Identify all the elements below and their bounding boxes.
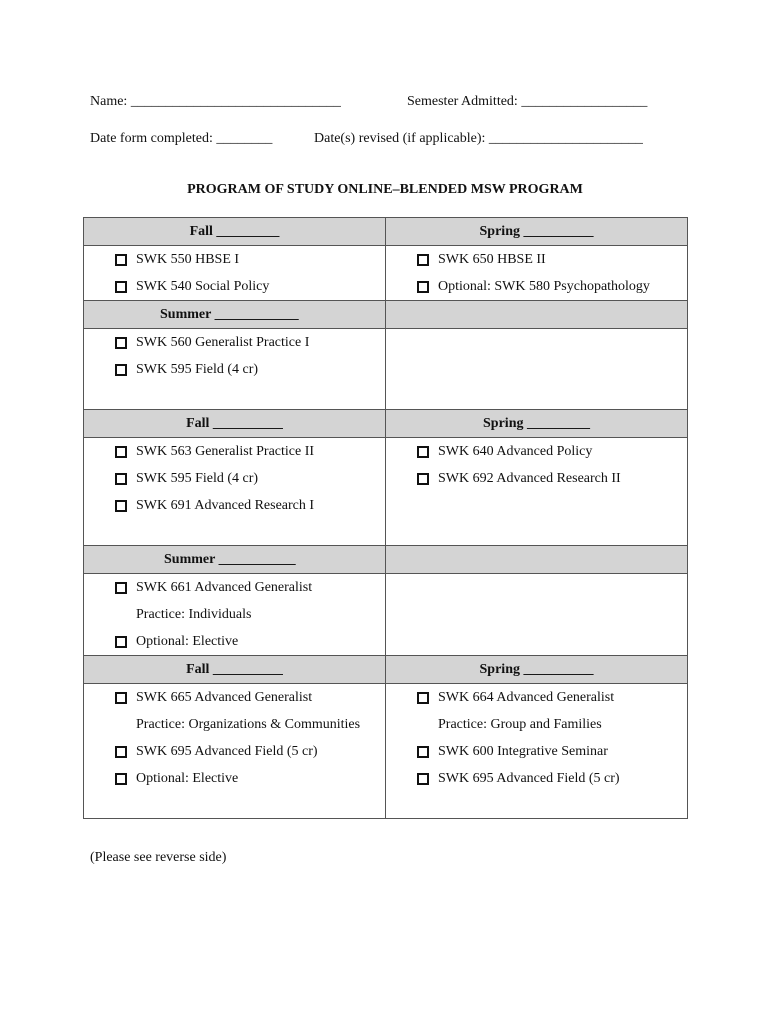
course-item[interactable]: SWK 664 Advanced Generalist [386,684,687,711]
term-header-empty [386,546,688,574]
course-item[interactable]: SWK 650 HBSE II [386,246,687,273]
checkbox-icon[interactable] [417,746,429,758]
course-item[interactable]: SWK 600 Integrative Seminar [386,738,687,765]
checkbox-icon[interactable] [417,254,429,266]
term-header-spring: Spring __________ [386,656,688,684]
term-courses-right [386,329,688,410]
checkbox-icon[interactable] [115,582,127,594]
course-item[interactable]: SWK 695 Advanced Field (5 cr) [386,765,687,792]
checkbox-icon[interactable] [417,692,429,704]
term-courses-right [386,574,688,656]
term-header-spring: Spring __________ [386,218,688,246]
course-item[interactable]: SWK 563 Generalist Practice II [84,438,385,465]
term-courses-left [84,684,386,819]
checkbox-icon[interactable] [115,446,127,458]
checkbox-icon[interactable] [115,746,127,758]
date-revised-field[interactable]: Date(s) revised (if applicable): ______________________ [314,131,643,146]
term-header-fall: Fall __________ [84,410,386,438]
course-item[interactable]: SWK 540 Social Policy [84,273,385,300]
term-header-spring: Spring _________ [386,410,688,438]
term-courses-left [84,438,386,546]
course-item[interactable]: Optional: SWK 580 Psychopathology [386,273,687,300]
course-item[interactable]: SWK 695 Advanced Field (5 cr) [84,738,385,765]
course-item[interactable]: Optional: Elective [84,628,385,655]
checkbox-icon[interactable] [417,773,429,785]
term-header-fall: Fall _________ [84,218,386,246]
term-courses-right [386,438,688,546]
checkbox-icon[interactable] [115,337,127,349]
course-item-continuation: Practice: Organizations & Communities [136,717,361,732]
term-header-row [84,218,688,246]
term-header-fall: Fall __________ [84,656,386,684]
term-courses-right [386,246,688,301]
course-item[interactable]: SWK 661 Advanced Generalist [84,574,385,601]
term-courses-row [84,574,688,656]
term-header-summer: Summer ___________ [84,546,386,574]
term-header-row [84,410,688,438]
course-item[interactable]: SWK 550 HBSE I [84,246,385,273]
checkbox-icon[interactable] [417,473,429,485]
checkbox-icon[interactable] [417,281,429,293]
checkbox-icon[interactable] [115,500,127,512]
course-item[interactable]: SWK 691 Advanced Research I [84,492,385,519]
name-field[interactable]: Name: ______________________________ [90,94,341,109]
checkbox-icon[interactable] [115,364,127,376]
course-item[interactable]: SWK 665 Advanced Generalist [84,684,385,711]
footer-note: (Please see reverse side) [90,850,227,865]
course-item[interactable]: SWK 640 Advanced Policy [386,438,687,465]
checkbox-icon[interactable] [115,692,127,704]
term-courses-left [84,329,386,410]
program-of-study-table [83,217,688,819]
term-header-row [84,301,688,329]
semester-admitted-field[interactable]: Semester Admitted: __________________ [407,94,648,109]
date-completed-field[interactable]: Date form completed: ________ [90,131,273,146]
course-item-continuation: Practice: Group and Families [438,717,602,732]
checkbox-icon[interactable] [417,446,429,458]
checkbox-icon[interactable] [115,636,127,648]
page-title: PROGRAM OF STUDY ONLINE–BLENDED MSW PROGRAM [187,182,583,197]
term-header-summer: Summer ____________ [84,301,386,329]
course-item[interactable]: Optional: Elective [84,765,385,792]
course-item[interactable]: SWK 595 Field (4 cr) [84,356,385,383]
course-item[interactable]: SWK 595 Field (4 cr) [84,465,385,492]
course-item[interactable]: SWK 560 Generalist Practice I [84,329,385,356]
term-courses-left [84,574,386,656]
term-courses-left [84,246,386,301]
checkbox-icon[interactable] [115,773,127,785]
term-header-row [84,546,688,574]
checkbox-icon[interactable] [115,254,127,266]
term-courses-row [84,438,688,546]
checkbox-icon[interactable] [115,281,127,293]
term-courses-row [84,329,688,410]
term-header-row [84,656,688,684]
course-item[interactable]: SWK 692 Advanced Research II [386,465,687,492]
term-courses-row [84,684,688,819]
course-item-continuation: Practice: Individuals [136,607,252,622]
term-courses-row [84,246,688,301]
term-courses-right [386,684,688,819]
checkbox-icon[interactable] [115,473,127,485]
term-header-empty [386,301,688,329]
